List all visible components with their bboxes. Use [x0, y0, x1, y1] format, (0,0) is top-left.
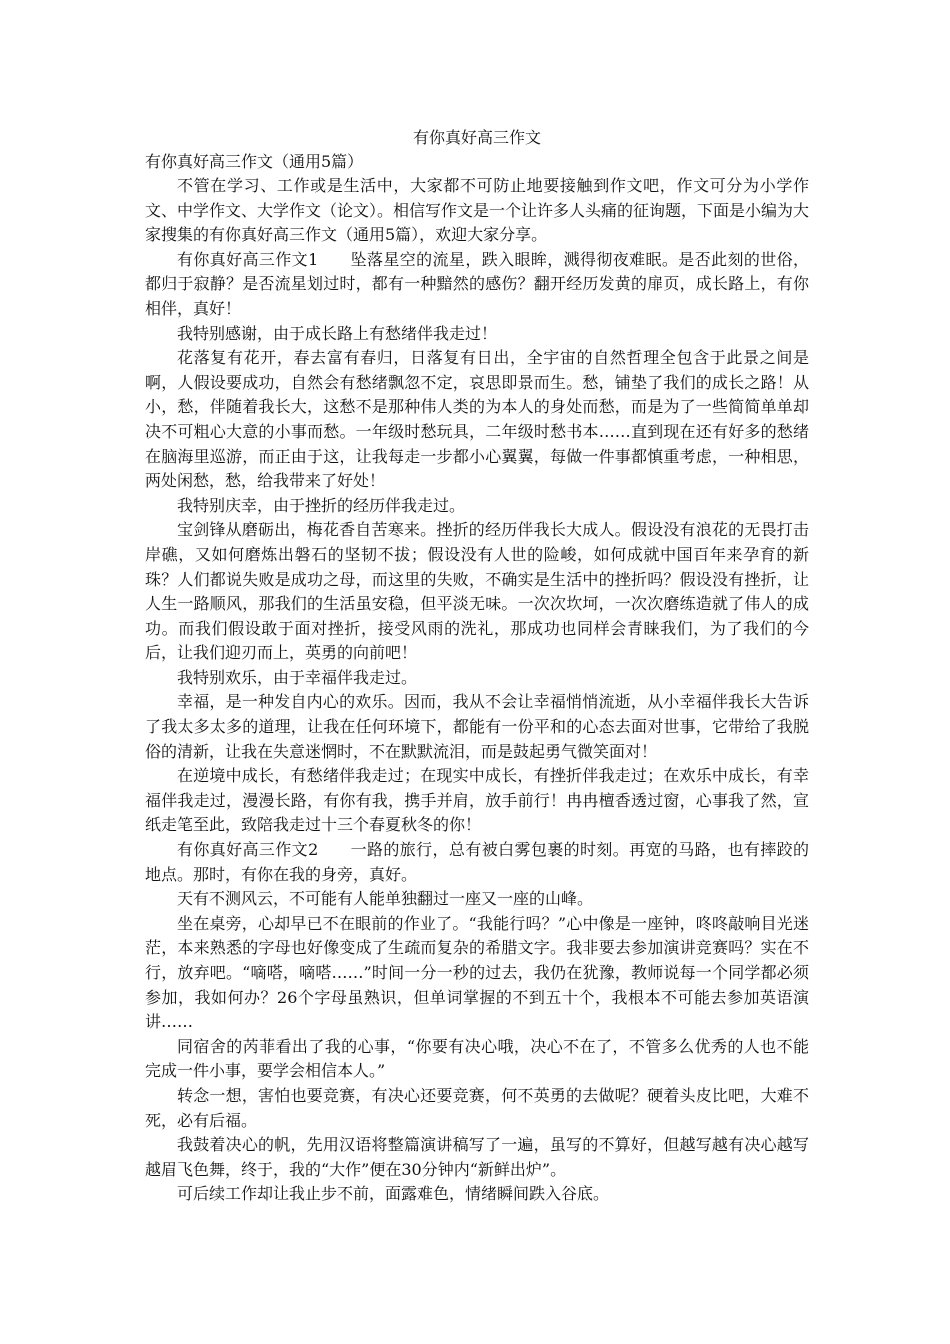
paragraph — [145, 887, 809, 912]
paragraph-intro — [145, 174, 809, 248]
paragraph-text: 不管在学习、工作或是生活中，大家都不可防止地要接触到作文吧，作文可分为小学作文、中学作文、大学作文（论文）。相信写作文是一个让许多人头痛的征询题，下面是小编为大家搜集的有你真好高三作文（通用5篇），欢迎大家分享。 — [145, 176, 810, 245]
paragraph — [145, 322, 809, 347]
paragraph — [145, 666, 809, 691]
document-subtitle: 有你真好高三作文（通用5篇） — [145, 152, 364, 171]
paragraph — [145, 494, 809, 519]
paragraph-text: 在逆境中成长，有愁绪伴我走过；在现实中成长，有挫折伴我走过；在欢乐中成长，有幸福伴我走过，漫漫长路，有你有我，携手并肩，放手前行！冉冉檀香透过窗，心事我了然，宣纸走笔至此，致陪我走过十三个春夏秋冬的你！ — [145, 766, 809, 835]
essay-1-heading: 有你真好高三作文1 — [177, 249, 319, 269]
paragraph-text: 我鼓着决心的帆，先用汉语将整篇演讲稿写了一遍，虽写的不算好，但越写越有决心越写越眉飞色舞，终于，我的“大作”便在30分钟内“新鲜出炉”。 — [145, 1135, 809, 1179]
paragraph-essay-1-start — [145, 248, 809, 322]
paragraph-text: 宝剑锋从磨砺出，梅花香自苦寒来。挫折的经历伴我长大成人。假设没有浪花的无畏打击岸礁，又如何磨炼出磐石的坚韧不拔；假设没有人世的险峻，如何成就中国百年来孕育的新珠？人们都说失败是成功之母，而这里的失败，不确实是生活中的挫折吗？假设没有挫折，让人生一路顺风，那我们的生活虽安稳，但平淡无味。一次次坎坷，一次次磨练造就了伟人的成功。而我们假设敢于面对挫折，接受风雨的洗礼，那成功也同样会青睐我们，为了我们的今后，让我们迎刃而上，英勇的向前吧！ — [145, 520, 809, 663]
paragraph — [145, 1084, 809, 1133]
paragraph-text: 天有不测风云，不可能有人能单独翻过一座又一座的山峰。 — [177, 889, 594, 909]
essay-2-heading: 有你真好高三作文2 — [177, 840, 319, 860]
document-title: 有你真好高三作文 — [412, 128, 541, 147]
paragraph-text: 同宿舍的芮菲看出了我的心事，“你要有决心哦，决心不在了，不管多么优秀的人也不能完成一件小事，要学会相信本人。” — [145, 1036, 809, 1081]
paragraph-text: 转念一想，害怕也要竞赛，有决心还要竞赛，何不英勇的去做呢？硬着头皮比吧，大难不死，必有后福。 — [145, 1085, 809, 1130]
paragraph-text: 我特别感谢，由于成长路上有愁绪伴我走过！ — [177, 323, 498, 343]
paragraph-text: 坐在桌旁，心却早已不在眼前的作业了。“我能行吗？”心中像是一座钟，咚咚敲响目光迷茫，本来熟悉的字母也好像变成了生疏而复杂的希腊文字。我非要去参加演讲竞赛吗？实在不行，放弃吧。“嘀嗒，嘀嗒……”时间一分一秒的过去，我仍在犹豫，教师说每一个同学都必须参加，我如何办？26个字母虽熟识，但单词掌握的不到五十个，我根本不可能去参加英语演讲…… — [145, 913, 809, 1032]
paragraph — [145, 1035, 809, 1084]
paragraph — [145, 1133, 809, 1182]
paragraph-text: 坠落星空的流星，跌入眼眸，溅得彻夜难眠。是否此刻的世俗，都归于寂静？是否流星划过时，都有一种黯然的感伤？翻开经历发黄的扉页，成长路上，有你相伴，真好！ — [145, 249, 809, 318]
paragraph — [145, 1182, 809, 1207]
paragraph — [145, 912, 809, 1035]
paragraph-text: 我特别庆幸，由于挫折的经历伴我走过。 — [177, 495, 466, 515]
paragraph-text: 幸福，是一种发自内心的欢乐。因而，我从不会让幸福悄悄流逝，从小幸福伴我长大告诉了我太多太多的道理，让我在任何环境下，都能有一份平和的心态去面对世事，它带给了我脱俗的清新，让我在失意迷惘时，不在默默流泪，而是鼓起勇气微笑面对！ — [145, 692, 809, 761]
paragraph-text: 一路的旅行，总有被白雾包裹的时刻。再宽的马路，也有摔跤的地点。那时，有你在我的身旁，真好。 — [145, 840, 809, 884]
paragraph-text: 可后续工作却让我止步不前，面露难色，情绪瞬间跌入谷底。 — [177, 1184, 610, 1204]
paragraph-essay-2-start — [145, 838, 809, 887]
paragraph — [145, 518, 809, 666]
document-page — [145, 126, 809, 1207]
paragraph — [145, 690, 809, 764]
paragraph — [145, 764, 809, 838]
paragraph-text: 花落复有花开，春去富有春归，日落复有日出，全宇宙的自然哲理全包含于此景之间是啊，人假设要成功，自然会有愁绪飘忽不定，哀思即景而生。愁，铺垫了我们的成长之路！从小，愁，伴随着我长大，这愁不是那种伟人类的为本人的身处而愁，而是为了一些简简单单却决不可粗心大意的小事而愁。一年级时愁玩具，二年级时愁书本……直到现在还有好多的愁绪在脑海里巡游，而正由于这，让我每走一步都小心翼翼，每做一件事都慎重考虑，一种相思，两处闲愁，愁，给我带来了好处！ — [145, 348, 809, 491]
paragraph — [145, 346, 809, 494]
paragraph-text: 我特别欢乐，由于幸福伴我走过。 — [177, 667, 418, 687]
